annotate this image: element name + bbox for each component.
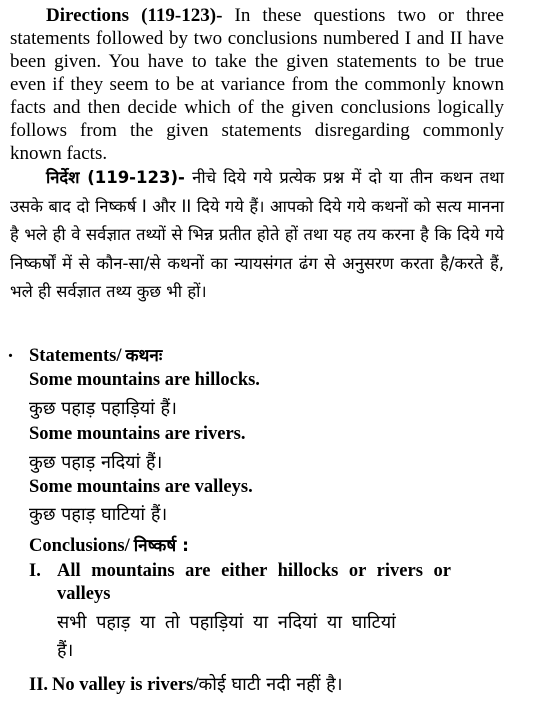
statement-3-en: Some mountains are valleys.: [29, 477, 253, 497]
statement-3-hi: कुछ पहाड़ घाटियां हैं।: [29, 504, 168, 525]
conclusions-label: [29, 533, 189, 557]
conclusion-1-hi-line-1: सभी पहाड़ या तो पहाड़ियां या नदियां या घाटियां: [57, 612, 396, 633]
conclusion-1-en-line-1: All mountains are either hillocks or rivers or: [57, 561, 451, 581]
statement-2-en: Some mountains are rivers.: [29, 424, 246, 444]
conclusions-label-hi: निष्कर्ष :: [133, 536, 189, 556]
statement-2-hi: कुछ पहाड़ नदियां हैं।: [29, 452, 163, 473]
directions-text-hi: नीचे दिये गये प्रत्येक प्रश्न में दो या तीन कथन तथा उसके बाद दो निष्कर्ष I और II दिये गये हैं। आपको दिये गये कथनों को सत्य मानना है भले ही वे सर्वज्ञात तथ्यों से भिन्न प्रतीत होते हों तथा यह तय करना है कि दिये गये निष्कर्षों में से कौन-सा/से कथनों का न्यायसंगत ढंग से अनुसरण करता है/करते हैं, भले ही सर्वज्ञात तथ्य कुछ भी हों।: [10, 168, 505, 301]
directions-text-en: In these questions two or three statements followed by two conclusions numbered I and II have been given. You have to take the given statements to be true even if they seem to be at variance from the commonly known facts and then decide which of the given conclusions logically follows from the given statements disregarding commonly known facts.: [10, 5, 504, 164]
conclusion-2-number: II.: [29, 675, 49, 695]
directions-hindi: [10, 164, 504, 307]
conclusion-1-number: I.: [29, 561, 41, 581]
statement-1-en: Some mountains are hillocks.: [29, 370, 260, 390]
statement-1-hi: कुछ पहाड़ पहाड़ियां हैं।: [29, 398, 177, 419]
statements-label-hi: कथनः: [125, 346, 163, 366]
conclusion-2-hi: कोई घाटी नदी नहीं है।: [198, 674, 343, 695]
conclusion-1-hi-line-2: हैं।: [57, 640, 74, 661]
question-bullet: .: [8, 340, 13, 362]
conclusions-label-en: Conclusions/: [29, 536, 130, 556]
statements-label: [29, 343, 162, 367]
conclusion-2-en: No valley is rivers/: [52, 675, 199, 695]
conclusion-2: [29, 672, 343, 696]
conclusion-1-en-line-2: valleys: [57, 584, 111, 604]
directions-heading-hi: निर्देश (119-123)-: [46, 168, 185, 187]
directions-heading-en: Directions (119-123)-: [46, 5, 223, 26]
statements-label-en: Statements/: [29, 346, 122, 366]
directions-english: [10, 4, 504, 165]
